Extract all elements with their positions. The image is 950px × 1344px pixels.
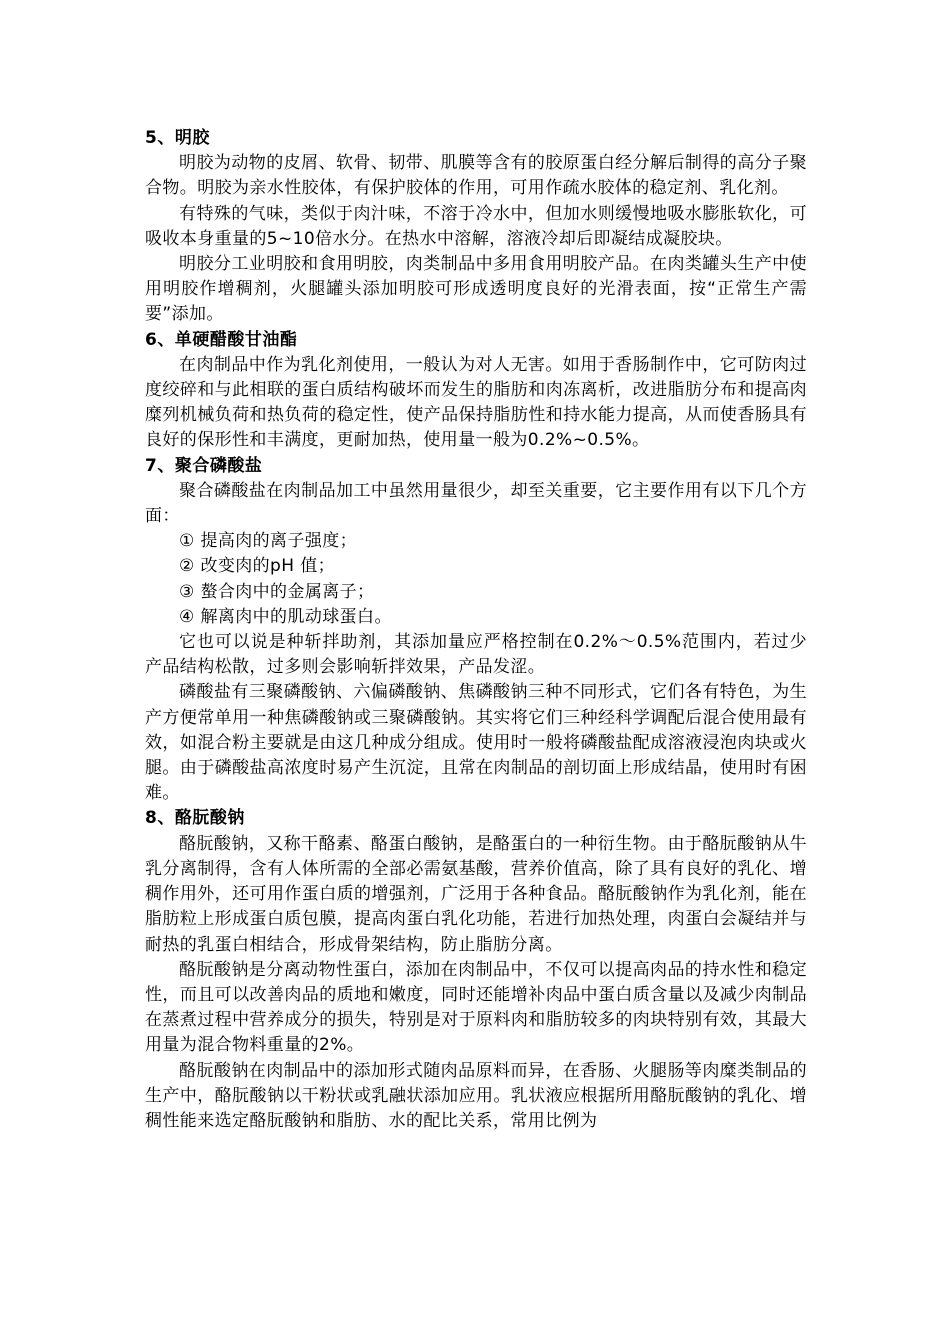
list-item: ④ 解离肉中的肌动球蛋白。 bbox=[179, 606, 392, 627]
paragraph: 明胶分工业明胶和食用明胶，肉类制品中多用食用明胶产品。在肉类罐头生产中使用明胶作增稠剂，火腿罐头添加明胶可形成透明度良好的光滑表面，按“正常生产需要”添加。 bbox=[145, 254, 807, 325]
paragraph: 聚合磷酸盐在肉制品加工中虽然用量很少，却至关重要，它主要作用有以下几个方面： bbox=[145, 480, 807, 527]
paragraph: 它也可以说是种斩拌助剂，其添加量应严格控制在0.2%～0.5%范围内，若过少产品结构松散，过多则会影响斩拌效果，产品发涩。 bbox=[145, 632, 807, 678]
section-heading-gelatin: 5、明胶 bbox=[145, 128, 210, 148]
paragraph: 在肉制品中作为乳化剂使用，一般认为对人无害。如用于香肠制作中，它可防肉过度绞碎和与此相联的蛋白质结构破坏而发生的脂肪和肉冻离析，改进脂肪分布和提高肉糜列机械负荷和热负荷的稳定性，使产品保持脂肪性和持水能力提高，从而使香肠具有良好的保形性和丰满度，更耐加热，使用量一般为0.2%~0.5%。 bbox=[145, 354, 807, 451]
paragraph: 酪朊酸钠，又称干酪素、酪蛋白酸钠，是酪蛋白的一种衍生物。由于酪朊酸钠从牛乳分离制得，含有人体所需的全部必需氨基酸，营养价值高，除了具有良好的乳化、增稠作用外，还可用作蛋白质的增强剂，广泛用于各种食品。酪朊酸钠作为乳化剂，能在脂肪粒上形成蛋白质包膜，提高肉蛋白乳化功能，若进行加热处理，肉蛋白会凝结并与耐热的乳蛋白相结合，形成骨架结构，防止脂肪分离。 bbox=[145, 833, 807, 955]
paragraph: 明胶为动物的皮屑、软骨、韧带、肌膜等含有的胶原蛋白经分解后制得的高分子聚合物。明胶为亲水性胶体，有保护胶体的作用，可用作疏水胶体的稳定剂、乳化剂。 bbox=[145, 153, 807, 199]
paragraph: 酪朊酸钠是分离动物性蛋白，添加在肉制品中，不仅可以提高肉品的持水性和稳定性，而且可以改善肉品的质地和嫩度，同时还能增补肉品中蛋白质含量以及减少肉制品在蒸煮过程中营养成分的损失，特别是对于原料肉和脂肪较多的肉块特别有效，其最大用量为混合物料重量的2%。 bbox=[145, 959, 807, 1056]
document-page bbox=[145, 126, 807, 1134]
paragraph: 酪朊酸钠在肉制品中的添加形式随肉品原料而异，在香肠、火腿肠等肉糜类制品的生产中，酪朊酸钠以干粉状或乳融状添加应用。乳状液应根据所用酪朊酸钠的乳化、增稠性能来选定酪朊酸钠和脂肪、水的配比关系，常用比例为 bbox=[145, 1060, 807, 1131]
list-item: ② 改变肉的pH 值； bbox=[179, 556, 336, 577]
section-heading-polyphosphate: 7、聚合磷酸盐 bbox=[145, 455, 263, 476]
list-item: ① 提高肉的离子强度； bbox=[179, 531, 358, 552]
paragraph: 磷酸盐有三聚磷酸钠、六偏磷酸钠、焦磷酸钠三种不同形式，它们各有特色，为生产方便常单用一种焦磷酸钠或三聚磷酸钠。其实将它们三种经科学调配后混合使用最有效，如混合粉主要就是由这几种成分组成。使用时一般将磷酸盐配成溶液浸泡肉块或火腿。由于磷酸盐高浓度时易产生沉淀，且常在肉制品的剖切面上形成结晶，使用时有困难。 bbox=[145, 682, 807, 804]
section-heading-glyceryl-monostearate: 6、单硬醋酸甘油酯 bbox=[145, 329, 298, 350]
section-heading-sodium-caseinate: 8、酪朊酸钠 bbox=[145, 808, 245, 829]
paragraph: 有特殊的气味，类似于肉汁味，不溶于冷水中，但加水则缓慢地吸水膨胀软化，可吸收本身重量的5~10倍水分。在热水中溶解，溶液冷却后即凝结成凝胶块。 bbox=[145, 203, 807, 249]
list-item: ③ 螯合肉中的金属离子； bbox=[179, 581, 375, 602]
